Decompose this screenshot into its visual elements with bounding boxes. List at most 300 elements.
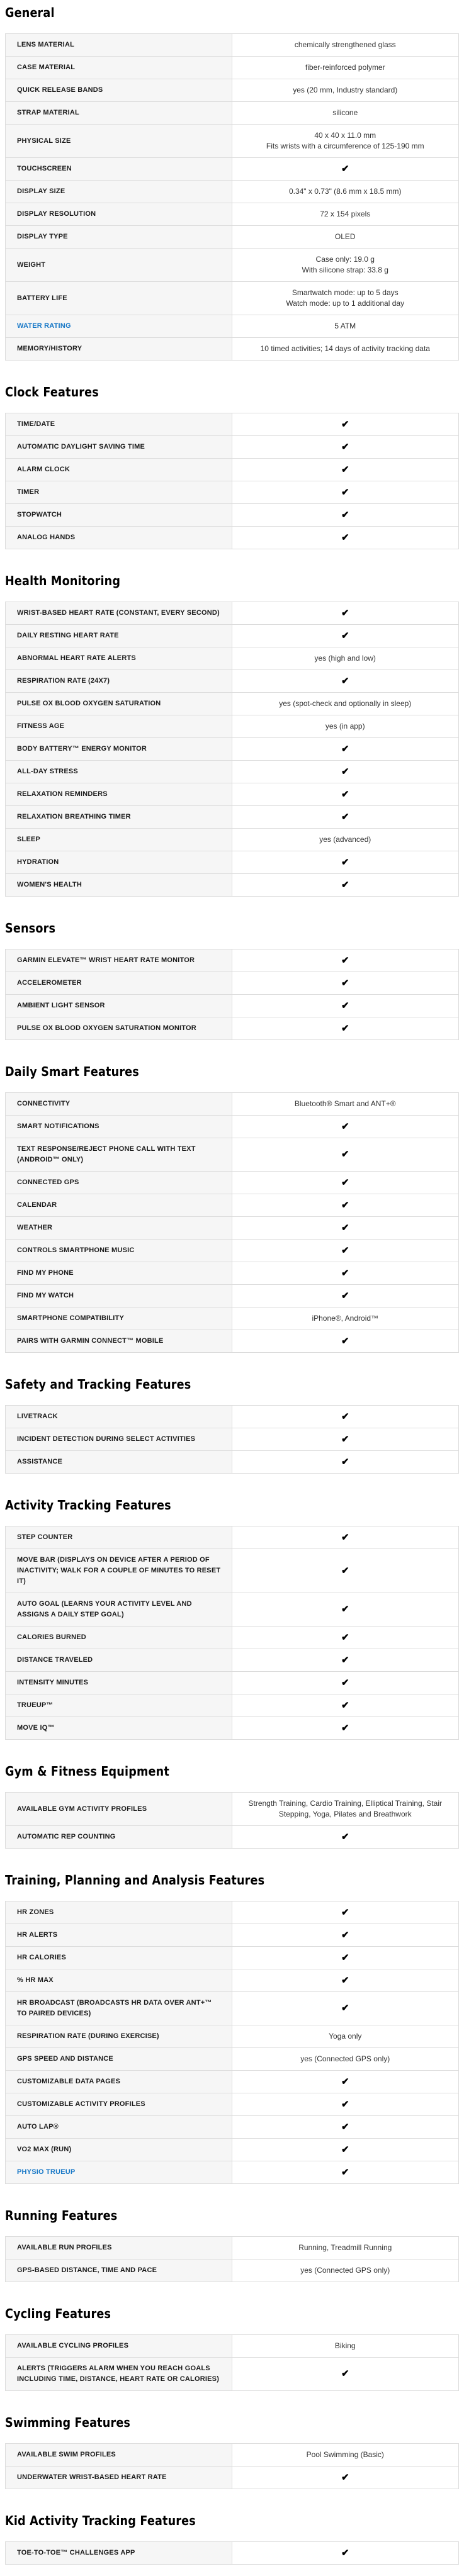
spec-row	[6, 2115, 458, 2138]
spec-label: CONNECTED GPS	[6, 1172, 232, 1194]
spec-value	[232, 1969, 459, 1991]
spec-value	[232, 670, 459, 692]
spec-row	[6, 1138, 458, 1171]
spec-value	[232, 625, 459, 647]
spec-label: WEIGHT	[6, 249, 232, 281]
checkmark-icon: ✔	[341, 441, 349, 452]
spec-label: DISTANCE TRAVELED	[6, 1649, 232, 1671]
spec-row	[6, 124, 458, 157]
spec-label: VO2 MAX (RUN)	[6, 2139, 232, 2161]
spec-label: % HR MAX	[6, 1969, 232, 1991]
spec-row	[6, 56, 458, 79]
spec-value	[232, 1451, 459, 1473]
spec-row	[6, 413, 458, 435]
spec-row	[6, 624, 458, 647]
spec-label: CUSTOMIZABLE DATA PAGES	[6, 2071, 232, 2093]
spec-label: RELAXATION REMINDERS	[6, 783, 232, 805]
spec-value	[232, 1330, 459, 1352]
spec-value: Yoga only	[329, 2032, 362, 2041]
checkmark-icon: ✔	[341, 1177, 349, 1188]
spec-label: STEP COUNTER	[6, 1526, 232, 1548]
checkmark-icon: ✔	[341, 1199, 349, 1211]
spec-row	[6, 669, 458, 692]
section-title: Swimming Features	[5, 2415, 131, 2430]
spec-row	[6, 972, 458, 994]
spec-label: GPS SPEED AND DISTANCE	[6, 2048, 232, 2070]
spec-label: PHYSICAL SIZE	[6, 125, 232, 157]
spec-label: AUTOMATIC REP COUNTING	[6, 1826, 232, 1848]
spec-row	[6, 1262, 458, 1284]
spec-label: GPS-BASED DISTANCE, TIME AND PACE	[6, 2260, 232, 2282]
spec-value	[232, 1217, 459, 1239]
spec-label: DISPLAY SIZE	[6, 181, 232, 203]
spec-row	[6, 2025, 458, 2047]
checkmark-icon: ✔	[341, 1267, 349, 1279]
spec-value	[232, 249, 459, 281]
spec-table	[5, 2443, 459, 2489]
spec-label: AUTO LAP®	[6, 2116, 232, 2138]
spec-table	[5, 1526, 459, 1740]
spec-section	[5, 2208, 459, 2282]
spec-label: FIND MY PHONE	[6, 1262, 232, 1284]
spec-value	[232, 2542, 459, 2564]
spec-label: WOMEN'S HEALTH	[6, 874, 232, 896]
checkmark-icon: ✔	[341, 1433, 349, 1445]
checkmark-icon: ✔	[341, 418, 349, 430]
spec-value: yes (advanced)	[319, 835, 371, 844]
spec-label: CALORIES BURNED	[6, 1627, 232, 1649]
spec-value	[232, 1593, 459, 1626]
spec-value: Strength Training, Cardio Training, Elliptical Training, Stair Stepping, Yoga, Pilates and Breathwork	[248, 1799, 442, 1818]
spec-row	[6, 526, 458, 549]
spec-row	[6, 1825, 458, 1848]
spec-table	[5, 1792, 459, 1849]
checkmark-icon: ✔	[341, 2472, 349, 2483]
checkmark-icon: ✔	[341, 2368, 349, 2379]
spec-row	[6, 2335, 458, 2357]
spec-value	[232, 1172, 459, 1194]
spec-label: AVAILABLE SWIM PROFILES	[6, 2444, 232, 2466]
spec-value	[232, 972, 459, 994]
spec-value	[232, 1262, 459, 1284]
spec-value	[232, 874, 459, 896]
spec-value-line: Watch mode: up to 1 additional day	[286, 299, 405, 308]
spec-value	[232, 761, 459, 783]
spec-label: DISPLAY TYPE	[6, 226, 232, 248]
spec-row	[6, 737, 458, 760]
spec-label: CONTROLS SMARTPHONE MUSIC	[6, 1240, 232, 1262]
spec-section	[5, 1064, 459, 1353]
spec-label: UNDERWATER WRIST-BASED HEART RATE	[6, 2467, 232, 2489]
spec-row	[6, 873, 458, 896]
spec-row	[6, 458, 458, 481]
spec-row	[6, 1924, 458, 1946]
spec-value-line: 40 x 40 x 11.0 mm	[314, 131, 376, 140]
spec-label: AUTOMATIC DAYLIGHT SAVING TIME	[6, 436, 232, 458]
spec-row	[6, 101, 458, 124]
spec-value	[232, 481, 459, 503]
spec-label: LIVETRACK	[6, 1406, 232, 1428]
spec-value-line: With silicone strap: 33.8 g	[302, 266, 388, 274]
spec-value	[232, 995, 459, 1017]
spec-value	[232, 1924, 459, 1946]
spec-label: MEMORY/HISTORY	[6, 338, 232, 360]
spec-row	[6, 1694, 458, 1716]
spec-row	[6, 1406, 458, 1428]
spec-label: PAIRS WITH GARMIN CONNECT™ MOBILE	[6, 1330, 232, 1352]
checkmark-icon: ✔	[341, 509, 349, 520]
spec-value-line: Fits wrists with a circumference of 125-190 mm	[266, 142, 424, 150]
checkmark-icon: ✔	[341, 1000, 349, 1011]
spec-row	[6, 760, 458, 783]
spec-row	[6, 1194, 458, 1216]
spec-value: yes (Connected GPS only)	[300, 2054, 390, 2063]
checkmark-icon: ✔	[341, 788, 349, 800]
spec-value	[232, 2467, 459, 2489]
spec-row	[6, 949, 458, 972]
spec-value	[232, 1717, 459, 1739]
spec-row	[6, 783, 458, 805]
spec-value	[232, 806, 459, 828]
section-title: Activity Tracking Features	[5, 1498, 171, 1513]
checkmark-icon: ✔	[341, 2121, 349, 2132]
spec-value: 5 ATM	[334, 322, 356, 330]
spec-label: GARMIN ELEVATE™ WRIST HEART RATE MONITOR	[6, 949, 232, 972]
spec-value	[232, 2139, 459, 2161]
spec-row	[6, 1216, 458, 1239]
spec-section	[5, 2415, 459, 2489]
spec-row	[6, 1946, 458, 1969]
spec-section	[5, 1498, 459, 1740]
checkmark-icon: ✔	[341, 1022, 349, 1034]
spec-section	[5, 1764, 459, 1849]
spec-value	[232, 1672, 459, 1694]
checkmark-icon: ✔	[341, 766, 349, 777]
spec-label: AVAILABLE RUN PROFILES	[6, 2237, 232, 2259]
spec-label-link[interactable]: PHYSIO TRUEUP	[6, 2161, 232, 2183]
spec-row	[6, 1649, 458, 1671]
spec-label: HYDRATION	[6, 851, 232, 873]
spec-section	[5, 384, 459, 549]
spec-row	[6, 851, 458, 873]
spec-value: iPhone®, Android™	[312, 1314, 379, 1323]
spec-table	[5, 33, 459, 361]
spec-label: BODY BATTERY™ ENERGY MONITOR	[6, 738, 232, 760]
checkmark-icon: ✔	[341, 1456, 349, 1467]
section-title: Daily Smart Features	[5, 1064, 139, 1079]
spec-row	[6, 1793, 458, 1825]
spec-value: chemically strengthened glass	[294, 40, 396, 49]
spec-label: RELAXATION BREATHING TIMER	[6, 806, 232, 828]
spec-value: yes (20 mm, Industry standard)	[293, 86, 398, 94]
spec-label: CASE MATERIAL	[6, 57, 232, 79]
spec-label: ACCELEROMETER	[6, 972, 232, 994]
section-title: Cycling Features	[5, 2306, 111, 2321]
spec-value: Running, Treadmill Running	[298, 2243, 392, 2252]
spec-value	[232, 1428, 459, 1450]
spec-label: HR ALERTS	[6, 1924, 232, 1946]
spec-label: ANALOG HANDS	[6, 527, 232, 549]
spec-value	[232, 1526, 459, 1548]
section-title: Sensors	[5, 921, 56, 936]
spec-label: RESPIRATION RATE (24X7)	[6, 670, 232, 692]
spec-value	[232, 2093, 459, 2115]
spec-row	[6, 1626, 458, 1649]
spec-row	[6, 503, 458, 526]
spec-label: TRUEUP™	[6, 1694, 232, 1716]
spec-row	[6, 1330, 458, 1352]
spec-row	[6, 1239, 458, 1262]
spec-value	[232, 1138, 459, 1171]
spec-table	[5, 1901, 459, 2184]
spec-table	[5, 2236, 459, 2282]
spec-label: TOUCHSCREEN	[6, 158, 232, 180]
spec-value	[232, 1947, 459, 1969]
spec-label: CUSTOMIZABLE ACTIVITY PROFILES	[6, 2093, 232, 2115]
spec-label: INTENSITY MINUTES	[6, 1672, 232, 1694]
spec-value	[232, 1017, 459, 1039]
spec-label: ALL-DAY STRESS	[6, 761, 232, 783]
spec-label: MOVE BAR (DISPLAYS ON DEVICE AFTER A PERIOD OF INACTIVITY; WALK FOR A COUPLE OF MINUTES TO RESET IT)	[6, 1549, 232, 1593]
checkmark-icon: ✔	[341, 1722, 349, 1733]
spec-label: HR BROADCAST (BROADCASTS HR DATA OVER ANT+™ TO PAIRED DEVICES)	[6, 1992, 232, 2025]
checkmark-icon: ✔	[341, 1952, 349, 1963]
spec-value: Biking	[334, 2341, 356, 2350]
spec-label: AMBIENT LIGHT SENSOR	[6, 995, 232, 1017]
spec-row	[6, 1548, 458, 1593]
spec-value: silicone	[332, 108, 358, 117]
checkmark-icon: ✔	[341, 955, 349, 966]
spec-label: PULSE OX BLOOD OXYGEN SATURATION	[6, 693, 232, 715]
spec-value	[232, 1826, 459, 1848]
spec-row	[6, 1428, 458, 1450]
checkmark-icon: ✔	[341, 1831, 349, 1842]
checkmark-icon: ✔	[341, 2098, 349, 2110]
spec-label: RESPIRATION RATE (DURING EXERCISE)	[6, 2025, 232, 2047]
spec-row	[6, 715, 458, 737]
spec-row	[6, 828, 458, 851]
section-title: Safety and Tracking Features	[5, 1377, 191, 1392]
spec-row	[6, 2466, 458, 2489]
spec-table	[5, 413, 459, 549]
section-title: Training, Planning and Analysis Features	[5, 1873, 265, 1888]
spec-label: FIND MY WATCH	[6, 1285, 232, 1307]
checkmark-icon: ✔	[341, 486, 349, 498]
checkmark-icon: ✔	[341, 1907, 349, 1918]
spec-label: ALARM CLOCK	[6, 459, 232, 481]
spec-value: 0.34" x 0.73" (8.6 mm x 18.5 mm)	[288, 187, 402, 196]
checkmark-icon: ✔	[341, 1532, 349, 1543]
spec-value	[232, 436, 459, 458]
spec-table	[5, 1092, 459, 1353]
checkmark-icon: ✔	[341, 1245, 349, 1256]
section-title: Kid Activity Tracking Features	[5, 2513, 196, 2528]
spec-value-line: Case only: 19.0 g	[315, 255, 375, 264]
checkmark-icon: ✔	[341, 1222, 349, 1233]
section-title: Gym & Fitness Equipment	[5, 1764, 169, 1779]
spec-label: SMARTPHONE COMPATIBILITY	[6, 1308, 232, 1330]
spec-table	[5, 949, 459, 1040]
spec-section	[5, 573, 459, 897]
spec-label: STOPWATCH	[6, 504, 232, 526]
spec-value	[232, 1285, 459, 1307]
spec-label: PULSE OX BLOOD OXYGEN SATURATION MONITOR	[6, 1017, 232, 1039]
checkmark-icon: ✔	[341, 1121, 349, 1132]
checkmark-icon: ✔	[341, 879, 349, 890]
spec-label: HR ZONES	[6, 1901, 232, 1924]
spec-value: Pool Swimming (Basic)	[306, 2450, 384, 2459]
checkmark-icon: ✔	[341, 630, 349, 641]
spec-label: CONNECTIVITY	[6, 1093, 232, 1115]
checkmark-icon: ✔	[341, 811, 349, 822]
spec-label: AUTO GOAL (LEARNS YOUR ACTIVITY LEVEL AND ASSIGNS A DAILY STEP GOAL)	[6, 1593, 232, 1626]
checkmark-icon: ✔	[341, 1700, 349, 1711]
section-title: Clock Features	[5, 384, 99, 400]
spec-value	[232, 738, 459, 760]
spec-label: AVAILABLE CYCLING PROFILES	[6, 2335, 232, 2357]
spec-value	[232, 413, 459, 435]
checkmark-icon: ✔	[341, 1335, 349, 1347]
spec-value	[232, 783, 459, 805]
spec-row	[6, 248, 458, 281]
spec-value: yes (spot-check and optionally in sleep)	[279, 699, 412, 708]
spec-label: SMART NOTIFICATIONS	[6, 1116, 232, 1138]
spec-row	[6, 1526, 458, 1548]
spec-value	[232, 1901, 459, 1924]
spec-label: TIME/DATE	[6, 413, 232, 435]
spec-section	[5, 5, 459, 361]
spec-label: BATTERY LIFE	[6, 282, 232, 315]
spec-section	[5, 2306, 459, 2391]
checkmark-icon: ✔	[341, 1290, 349, 1301]
spec-row	[6, 1093, 458, 1115]
spec-row	[6, 79, 458, 101]
spec-table	[5, 2541, 459, 2565]
spec-table	[5, 1405, 459, 1474]
spec-label: TEXT RESPONSE/REJECT PHONE CALL WITH TEXT (ANDROID™ ONLY)	[6, 1138, 232, 1171]
spec-label: STRAP MATERIAL	[6, 102, 232, 124]
checkmark-icon: ✔	[341, 1632, 349, 1643]
checkmark-icon: ✔	[341, 856, 349, 868]
spec-value	[232, 602, 459, 624]
spec-value	[232, 1649, 459, 1671]
spec-row	[6, 2357, 458, 2390]
spec-value-line: Smartwatch mode: up to 5 days	[291, 288, 399, 297]
spec-row	[6, 2070, 458, 2093]
checkmark-icon: ✔	[341, 977, 349, 988]
checkmark-icon: ✔	[341, 675, 349, 686]
section-title: Running Features	[5, 2208, 118, 2223]
spec-label: ALERTS (TRIGGERS ALARM WHEN YOU REACH GOALS INCLUDING TIME, DISTANCE, HEART RATE OR CALORIES)	[6, 2358, 232, 2390]
spec-row	[6, 805, 458, 828]
spec-value: Bluetooth® Smart and ANT+®	[294, 1099, 396, 1108]
spec-row	[6, 281, 458, 315]
checkmark-icon: ✔	[341, 1654, 349, 1666]
spec-row	[6, 2047, 458, 2070]
spec-section	[5, 2513, 459, 2565]
checkmark-icon: ✔	[341, 2003, 349, 2013]
spec-label: AVAILABLE GYM ACTIVITY PROFILES	[6, 1793, 232, 1825]
checkmark-icon: ✔	[341, 607, 349, 619]
checkmark-icon: ✔	[341, 163, 349, 174]
spec-value: yes (high and low)	[314, 654, 376, 663]
spec-value: yes (Connected GPS only)	[300, 2266, 390, 2275]
spec-table	[5, 602, 459, 897]
spec-label: ABNORMAL HEART RATE ALERTS	[6, 647, 232, 669]
spec-value	[232, 2161, 459, 2183]
spec-row	[6, 994, 458, 1017]
spec-row	[6, 692, 458, 715]
checkmark-icon: ✔	[341, 743, 349, 754]
spec-value: OLED	[334, 232, 356, 241]
spec-value	[232, 1549, 459, 1593]
spec-label-link[interactable]: WATER RATING	[6, 315, 232, 337]
spec-row	[6, 337, 458, 360]
spec-value	[232, 2116, 459, 2138]
spec-row	[6, 2259, 458, 2282]
spec-row	[6, 157, 458, 180]
spec-value	[232, 459, 459, 481]
spec-row	[6, 481, 458, 503]
checkmark-icon: ✔	[341, 2547, 349, 2558]
spec-row	[6, 435, 458, 458]
spec-value	[232, 1406, 459, 1428]
spec-value	[232, 1240, 459, 1262]
spec-label: WRIST-BASED HEART RATE (CONSTANT, EVERY SECOND)	[6, 602, 232, 624]
spec-row	[6, 2138, 458, 2161]
spec-value	[232, 851, 459, 873]
spec-value	[232, 949, 459, 972]
spec-label: INCIDENT DETECTION DURING SELECT ACTIVITIES	[6, 1428, 232, 1450]
section-title: Health Monitoring	[5, 573, 121, 588]
spec-value	[232, 2358, 459, 2390]
checkmark-icon: ✔	[341, 464, 349, 475]
checkmark-icon: ✔	[341, 1411, 349, 1422]
spec-row	[6, 2542, 458, 2564]
spec-value	[232, 1694, 459, 1716]
spec-value	[232, 282, 459, 315]
spec-row	[6, 34, 458, 56]
spec-row	[6, 647, 458, 669]
spec-section	[5, 1377, 459, 1474]
spec-table	[5, 2334, 459, 2391]
spec-row	[6, 1969, 458, 1991]
spec-value	[232, 1992, 459, 2025]
spec-row	[6, 203, 458, 225]
spec-row	[6, 1671, 458, 1694]
spec-label: ASSISTANCE	[6, 1451, 232, 1473]
checkmark-icon: ✔	[341, 2076, 349, 2087]
spec-section	[5, 921, 459, 1040]
spec-value: 72 x 154 pixels	[320, 210, 371, 218]
spec-label: HR CALORIES	[6, 1947, 232, 1969]
spec-value: 10 timed activities; 14 days of activity tracking data	[260, 344, 430, 353]
checkmark-icon: ✔	[341, 1565, 349, 1576]
spec-label: CALENDAR	[6, 1194, 232, 1216]
spec-value	[232, 1116, 459, 1138]
spec-value	[232, 504, 459, 526]
spec-value: yes (in app)	[325, 722, 365, 731]
spec-row	[6, 1307, 458, 1330]
spec-label: TOE-TO-TOE™ CHALLENGES APP	[6, 2542, 232, 2564]
spec-row	[6, 1450, 458, 1473]
checkmark-icon: ✔	[341, 1604, 349, 1615]
spec-label: MOVE IQ™	[6, 1717, 232, 1739]
spec-row	[6, 2237, 458, 2259]
spec-row	[6, 1716, 458, 1739]
spec-label: QUICK RELEASE BANDS	[6, 79, 232, 101]
section-title: General	[5, 5, 55, 20]
